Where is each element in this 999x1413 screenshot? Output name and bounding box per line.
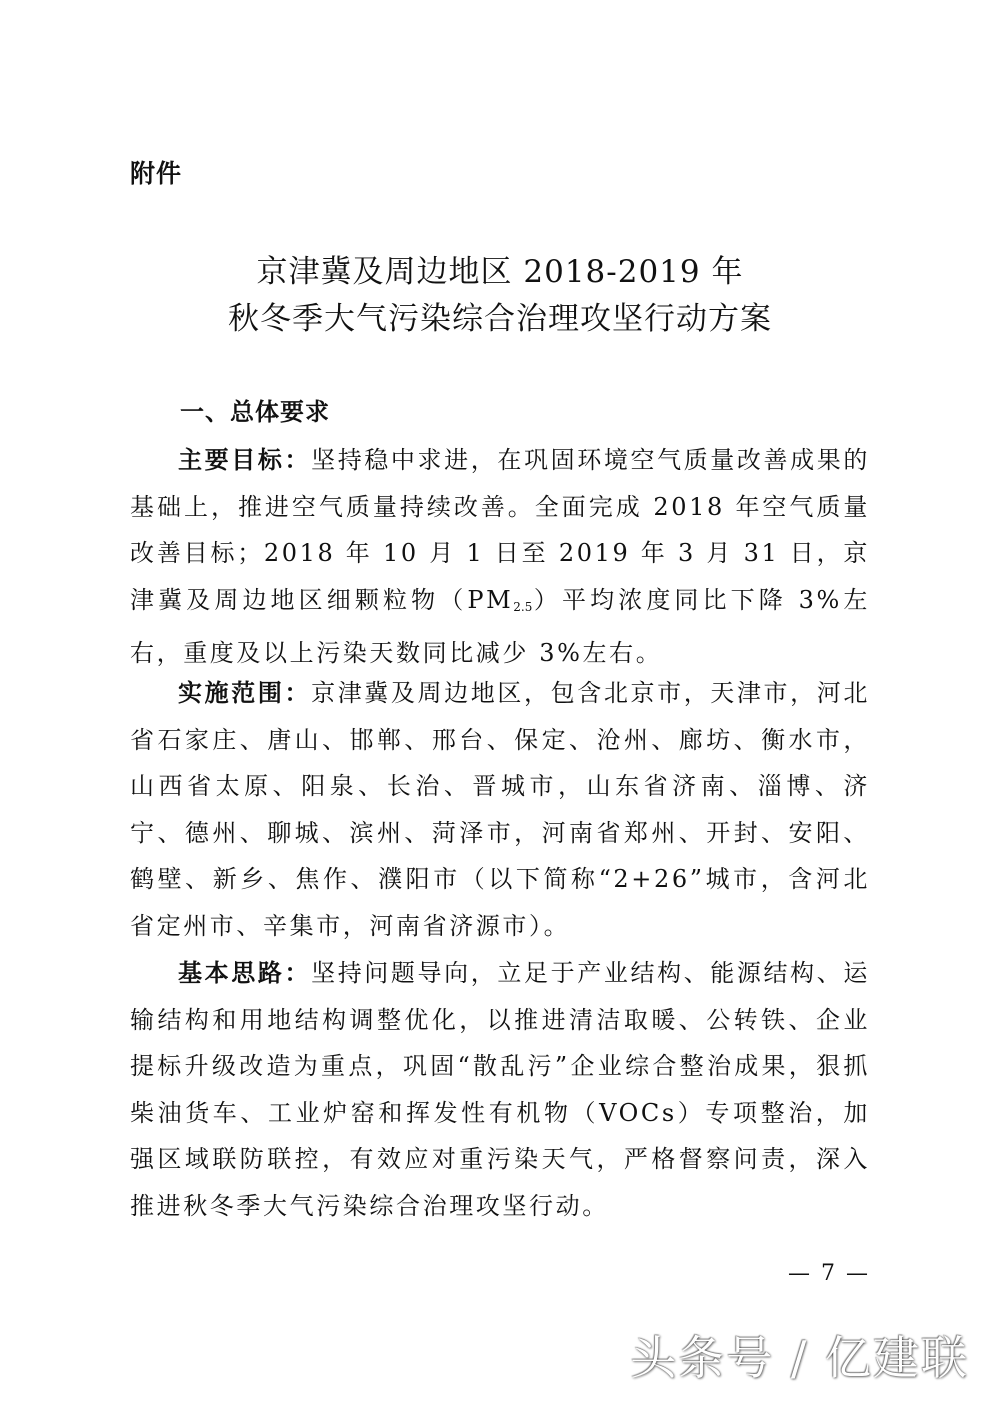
paragraph-text: 坚持问题导向，立足于产业结构、能源结构、运输结构和用地结构调整优化，以推进清洁取暖、公转铁、企业提标升级改造为重点，巩固“散乱污”企业综合整治成果，狠抓柴油货车、工业炉窑和挥发性有机物（VOCs）专项整治，加强区域联防联控，有效应对重污染天气，严格督察问责，深入推进秋冬季大气污染综合治理攻坚行动。	[130, 959, 870, 1220]
paragraph-text: 京津冀及周边地区，包含北京市，天津市，河北省石家庄、唐山、邯郸、邢台、保定、沧州、廊坊、衡水市，山西省太原、阳泉、长治、晋城市，山东省济南、淄博、济宁、德州、聊城、滨州、菏泽市，河南省郑州、开封、安阳、鹤壁、新乡、焦作、濮阳市（以下简称“2+26”城市，含河北省定州市、辛集市，河南省济源市）。	[130, 679, 870, 940]
paragraph-text: ）平均浓度同比下降 3%左右，重度及以上污染天数同比减少 3%左右。	[130, 585, 870, 667]
paragraph-lead: 主要目标：	[178, 446, 312, 474]
paragraph-main-goals	[130, 437, 870, 677]
paragraph-scope	[130, 670, 870, 949]
subscript: 2.5	[513, 599, 533, 614]
paragraph-approach	[130, 950, 870, 1229]
document-title-line-1: 京津冀及周边地区 2018-2019 年	[256, 254, 744, 290]
paragraph-text: 坚持稳中求进，在巩固环境空气质量改善成果的基础上，推进空气质量持续改善。全面完成 2018 年空气质量改善目标；2018 年 10 月 1 日至 2019 年 3 月 31 日，京津冀及周边地区细颗粒物（PM	[130, 446, 870, 614]
attachment-label: 附件	[130, 159, 183, 188]
document-title-line-2: 秋冬季大气污染综合治理攻坚行动方案	[228, 301, 772, 337]
paragraph-lead: 实施范围：	[178, 679, 312, 707]
section-heading: 一、总体要求	[180, 398, 330, 426]
page-number: — 7 —	[788, 1261, 870, 1286]
watermark: 头条号 / 亿建联	[630, 1331, 969, 1385]
paragraph-lead: 基本思路：	[178, 959, 312, 987]
